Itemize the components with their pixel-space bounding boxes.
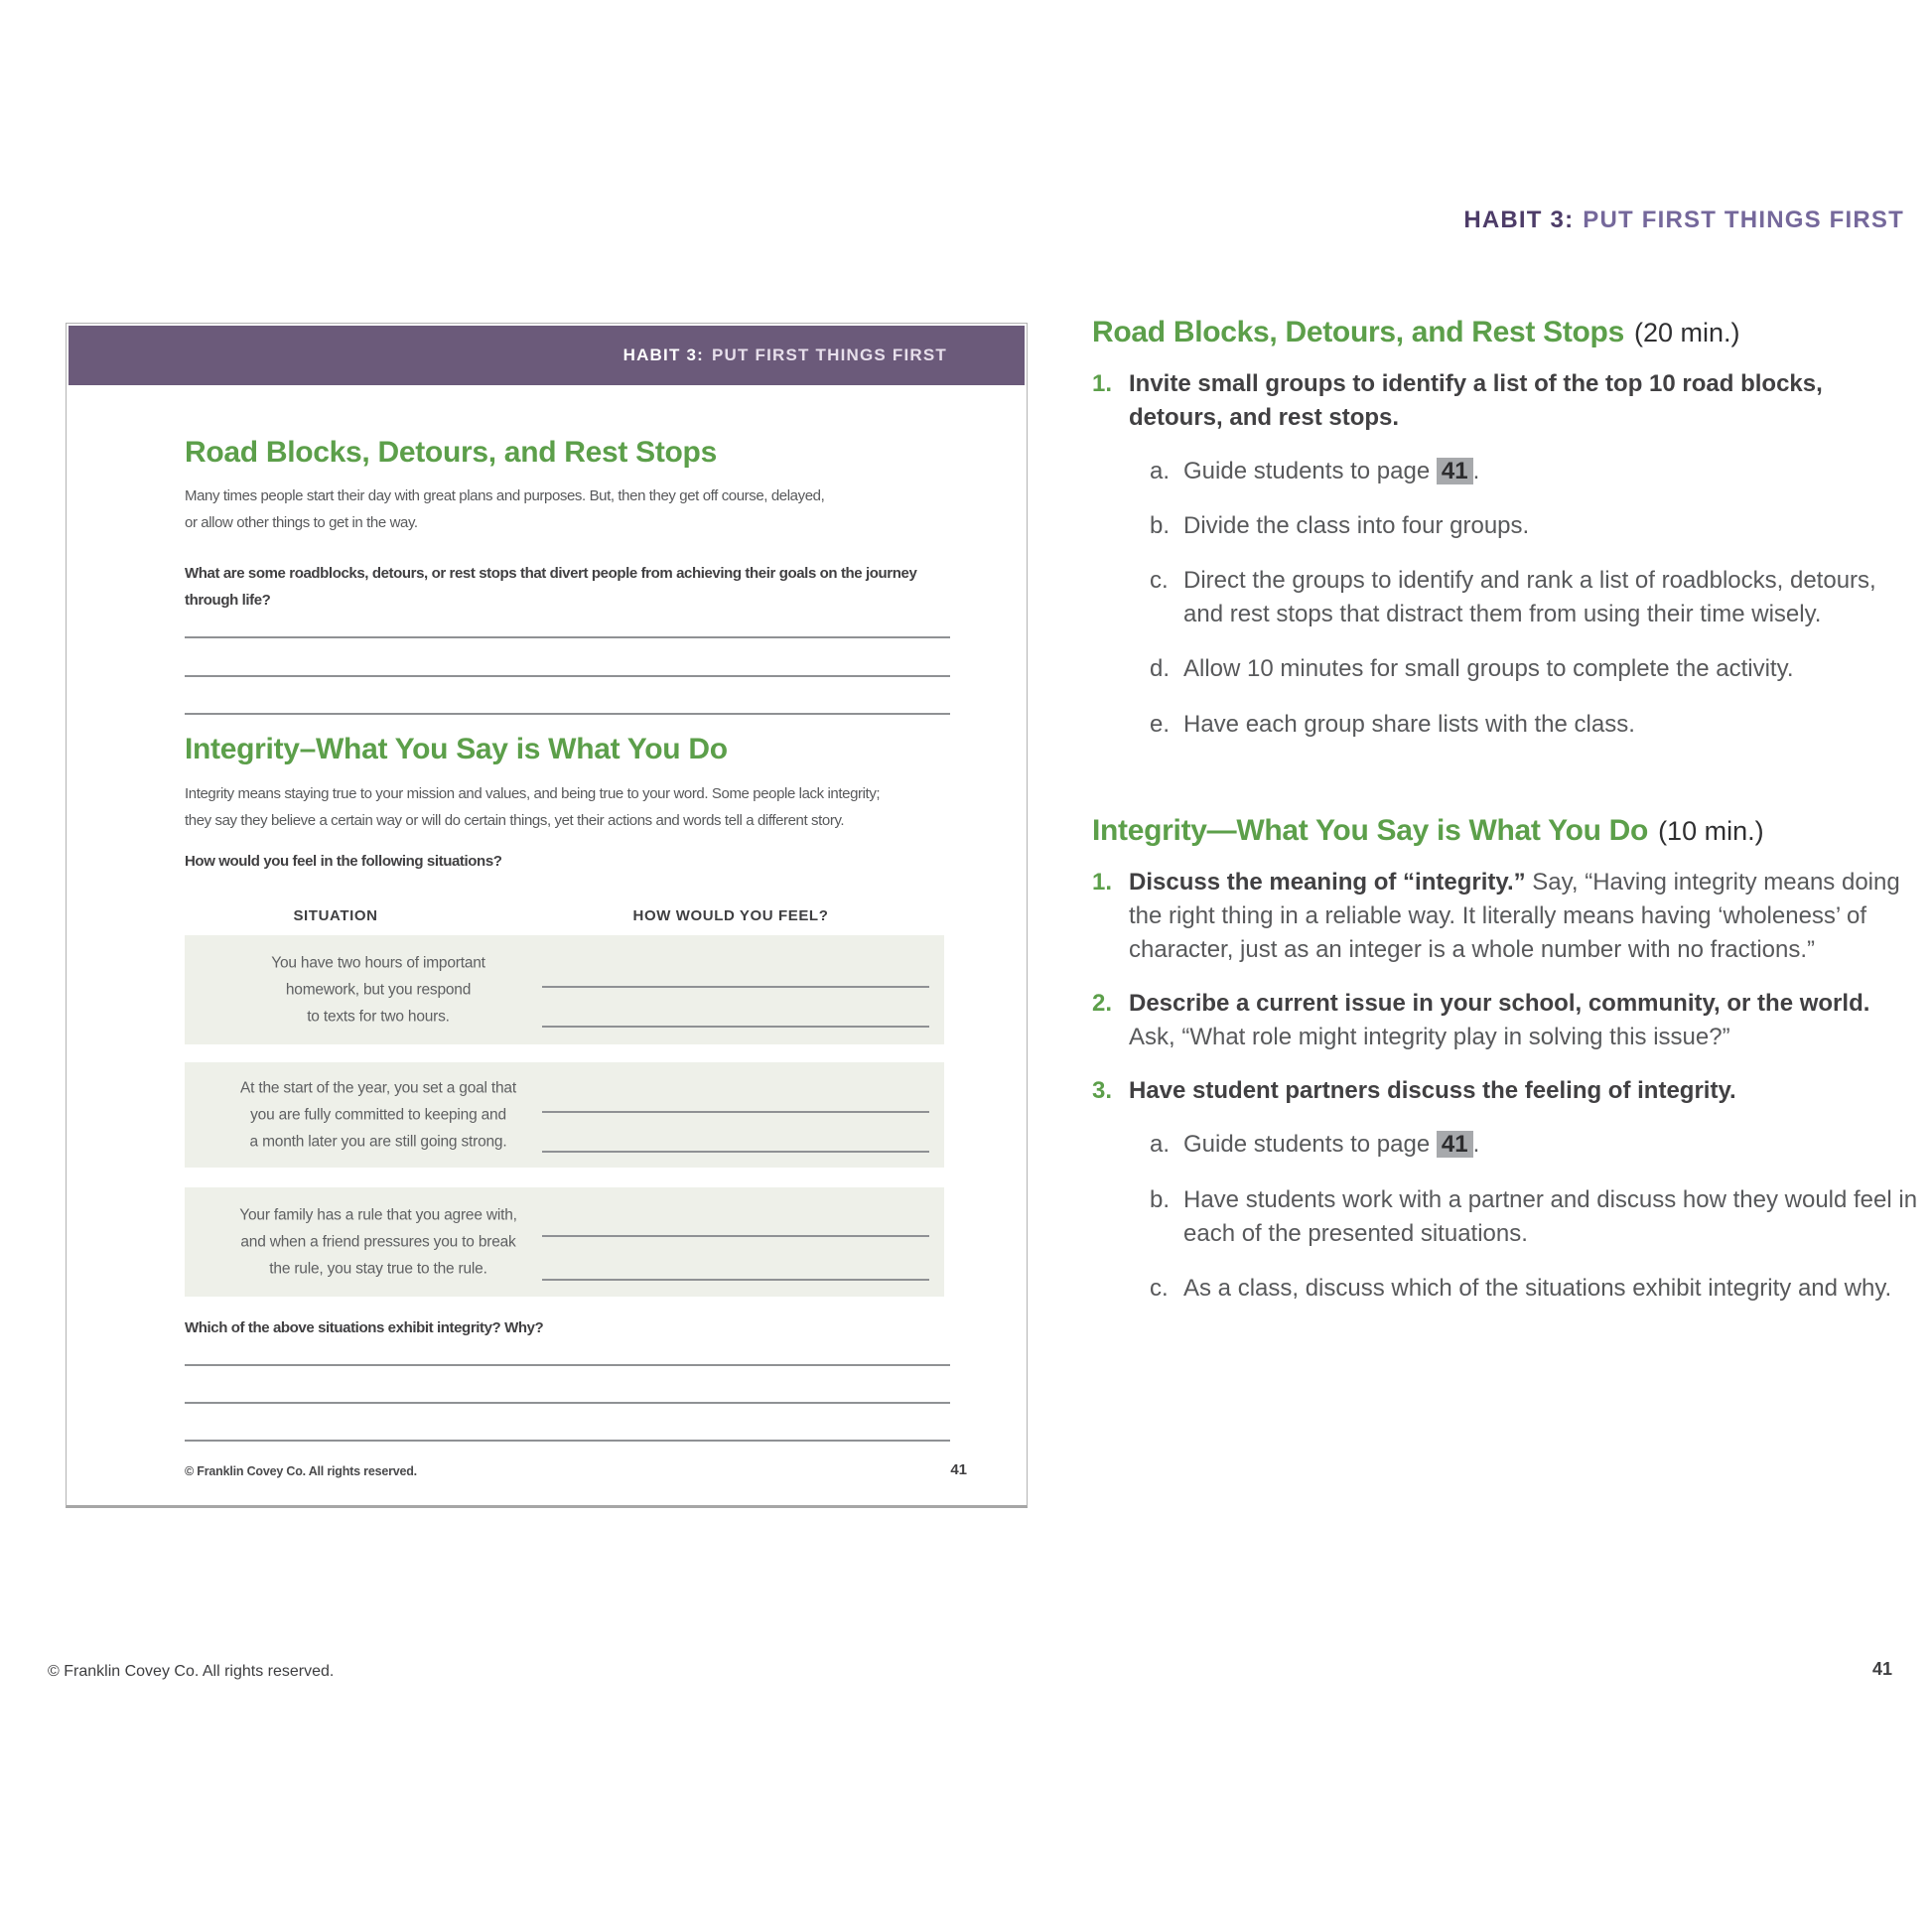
step-2: 2. Describe a current issue in your school, community, or the world. Ask, “What role might integrity play in solving this issue?”	[1092, 990, 1870, 1051]
worksheet-integrity-intro: Integrity means staying true to your mission and values, and being true to your word. Some people lack integrity; they say they believe a certain way or will do certain things, yet their actions and words tell a different story.	[185, 785, 881, 829]
habit-title: PUT FIRST THINGS FIRST	[1583, 207, 1904, 233]
activity-duration: (20 min.)	[1633, 318, 1740, 347]
worksheet-roadblocks-title: Road Blocks, Detours, and Rest Stops	[185, 436, 717, 469]
table-header-situation: SITUATION	[293, 907, 378, 924]
table-row	[185, 1062, 944, 1168]
substep-b: b. Divide the class into four groups.	[1150, 512, 1530, 540]
answer-line	[542, 1111, 929, 1113]
activity-integrity-heading	[1092, 814, 1918, 848]
writing-line	[185, 636, 950, 638]
page-number: 41	[1871, 1659, 1892, 1679]
worksheet-roadblocks-question: What are some roadblocks, detours, or rest stops that divert people from achieving their goals on the journey through life?	[185, 565, 917, 609]
page-reference-highlight: 41	[1437, 1131, 1473, 1158]
substep-c: c. As a class, discuss which of the situations exhibit integrity and why.	[1150, 1274, 1892, 1302]
writing-line	[185, 1402, 950, 1404]
writing-line	[185, 675, 950, 677]
worksheet-integrity-question: Which of the above situations exhibit integrity? Why?	[185, 1319, 544, 1336]
activity-title: Integrity—What You Say is What You Do	[1092, 814, 1649, 847]
activity-roadblocks	[1092, 316, 1918, 762]
activity-title: Road Blocks, Detours, and Rest Stops	[1092, 316, 1624, 348]
situation-text: Your family has a rule that you agree with, and when a friend pressures you to break the rule, you stay true to the rule.	[239, 1206, 517, 1278]
substep-d: d. Allow 10 minutes for small groups to complete the activity.	[1150, 655, 1794, 683]
writing-line	[185, 1440, 950, 1442]
substep-a: a. Guide students to page 41 .	[1150, 1131, 1480, 1159]
page-reference-highlight: 41	[1437, 458, 1473, 484]
habit-label: HABIT 3:	[1463, 207, 1575, 233]
worksheet-roadblocks-intro: Many times people start their day with great plans and purposes. But, then they get off course, delayed, or allow other things to get in the way.	[185, 487, 825, 531]
worksheet-page-number: 41	[950, 1461, 967, 1478]
activity-duration: (10 min.)	[1658, 816, 1764, 846]
substep-b: b. Have students work with a partner and discuss how they would feel in each of the presented situations.	[1150, 1185, 1918, 1247]
worksheet-page-thumbnail	[66, 323, 1028, 1508]
step-3: 3. Have student partners discuss the feeling of integrity.	[1092, 1077, 1736, 1105]
worksheet-integrity-title: Integrity–What You Say is What You Do	[185, 733, 728, 765]
situation-text: You have two hours of important homework, but you respond to texts for two hours.	[271, 954, 485, 1026]
table-row	[185, 935, 944, 1044]
worksheet-habit-title: PUT FIRST THINGS FIRST	[711, 345, 947, 364]
table-header-feel: HOW WOULD YOU FEEL?	[632, 907, 829, 924]
substep-a: a. Guide students to page 41 .	[1150, 458, 1480, 485]
answer-line	[542, 1279, 929, 1281]
writing-line	[185, 713, 950, 715]
page-running-header	[1463, 207, 1904, 234]
worksheet-copyright: © Franklin Covey Co. All rights reserved.	[185, 1464, 417, 1478]
activity-roadblocks-heading	[1092, 316, 1918, 349]
activity-integrity	[1092, 814, 1918, 1326]
answer-line	[542, 1151, 929, 1153]
answer-line	[542, 986, 929, 988]
table-row	[185, 1187, 944, 1297]
page-copyright: © Franklin Covey Co. All rights reserved.	[48, 1663, 335, 1680]
step-1: 1. Discuss the meaning of “integrity.” Say, “Having integrity means doing the right thing in a reliable way. It literally means having ‘wholeness’ of character, just as an integer is a whole number with no fractions.”	[1092, 869, 1900, 964]
worksheet-integrity-prompt: How would you feel in the following situations?	[185, 853, 502, 870]
substep-c: c. Direct the groups to identify and rank a list of roadblocks, detours, and rest stops that distract them from using their time wisely.	[1150, 567, 1876, 628]
worksheet-banner	[69, 326, 1025, 385]
worksheet-habit-label: HABIT 3:	[622, 345, 704, 364]
substep-e: e. Have each group share lists with the class.	[1150, 710, 1635, 738]
answer-line	[542, 1026, 929, 1028]
step-1: 1. Invite small groups to identify a list of the top 10 road blocks, detours, and rest stops.	[1092, 370, 1823, 432]
situation-text: At the start of the year, you set a goal that you are fully committed to keeping and a month later you are still going strong.	[240, 1079, 516, 1151]
answer-line	[542, 1235, 929, 1237]
writing-line	[185, 1364, 950, 1366]
